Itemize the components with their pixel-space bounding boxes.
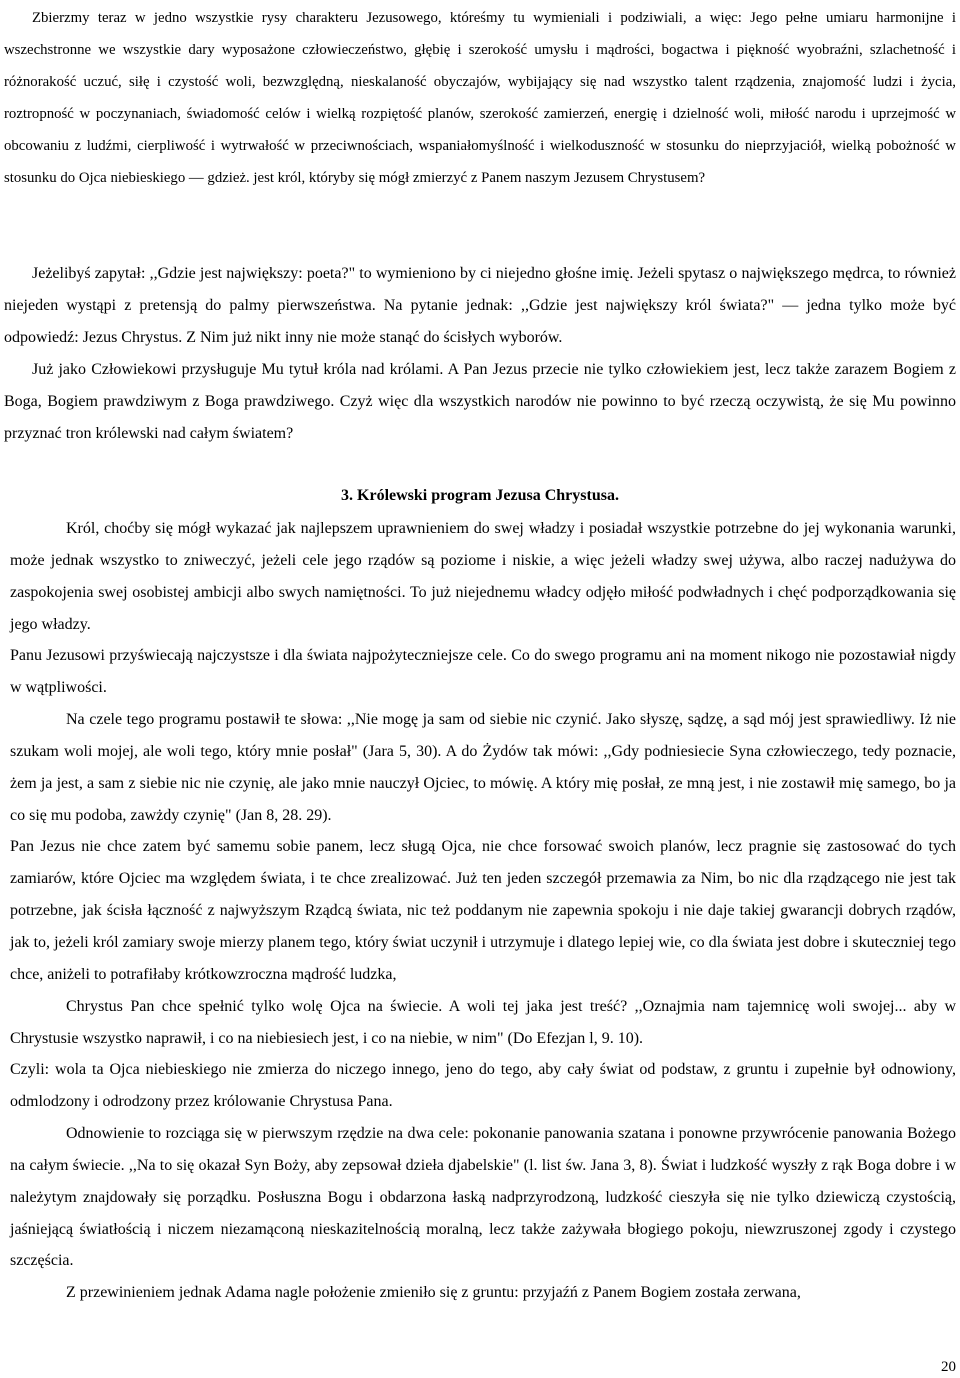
paragraph: Pan Jezus nie chce zatem być samemu sobie panem, lecz sługą Ojca, nie chce forsować swoich planów, lecz pragnie się zastosować do tych zamiarów, które Ojciec ma względem świata, i te chce zrealizować. Już ten jeden szczegół przemawia za Nim, bo nic dla rządzącego nie jest tak potrzebne, jak ścisła łączność z najwyższym Rządcą świata, nic też poddanym nie zapewnia spokoju i nie daje takiej gwarancji dobrych rządów, jak to, jeżeli król zamiary swoje mierzy planem tego, który świat uczynił i utrzymuje i dlatego lepiej wie, co dla świata jest dobre i skuteczniej tego chce, aniżeli to potrafiłaby krótkowzroczna mądrość ludzka, — [10, 838, 956, 983]
page-number: 20 — [941, 1359, 956, 1375]
paragraph: Król, choćby się mógł wykazać jak najlepszem uprawnieniem do swej władzy i posiadał wszystkie potrzebne do jej wykonania warunki, może jednak wszystko to zniweczyć, jeżeli cele jego rządów są poziome i niskie, a więc jeżeli władzy swej używa, albo raczej nadużywa do zaspokojenia swej osobistej ambicji albo swych namiętności. To już niejednemu władcy odjęło miłość podwładnych i chęć podporządkowania się jego władzy. — [10, 520, 956, 633]
paragraph: Panu Jezusowi przyświecają najczystsze i dla świata najpożyteczniejsze cele. Co do swego programu ani na moment nikogo nie pozostawiał nigdy w wątpliwości. — [10, 647, 956, 697]
question-text-block — [4, 258, 956, 449]
paragraph: Z przewinieniem jednak Adama nagle położenie zmieniło się z gruntu: przyjaźń z Panem Bogiem została zerwana, — [66, 1284, 801, 1302]
opening-text-block — [4, 3, 956, 194]
section-body — [10, 513, 956, 1309]
paragraph: Chrystus Pan chce spełnić tylko wolę Ojca na świecie. A woli tej jaka jest treść? ,,Oznajmia nam tajemnicę woli swojej... aby w Chrystusie wszystko naprawił, i co na niebiesiech jest, i co na niebie, w nim" (Do Efezjan l, 9. 10). — [10, 997, 956, 1047]
paragraph: Jeżelibyś zapytał: ,,Gdzie jest największy: poeta?" to wymieniono by ci niejedno głośne imię. Jeżeli spytasz o największego mędrca, to również niejeden wystąpi z pretensją do palmy pierwszeństwa. Na pytanie jednak: ,,Gdzie jest największy król świata?" — jedna tylko może być odpowiedź: Jezus Chrystus. Z Nim już nikt inny nie może stanąć do ścisłych wyborów. — [4, 265, 956, 346]
paragraph: Czyli: wola ta Ojca niebieskiego nie zmierza do niczego innego, jeno do tego, aby cały świat od podstaw, z gruntu i zupełnie był odnowiony, odmlodzony i odrodzony przez królowanie Chrystusa Pana. — [10, 1061, 956, 1111]
paragraph: Na czele tego programu postawił te słowa: ,,Nie mogę ja sam od siebie nic czynić. Jako słyszę, sądzę, a sąd mój jest sprawiedliwy. Iż nie szukam woli mojej, ale woli tego, który mnie posłał" (Jara 5, 30). A do Żydów tak mówi: ,,Gdy podniesiecie Syna człowieczego, tedy poznacie, żem ja jest, a sam z siebie nic nie czynię, ale jako mnie nauczył Ojciec, to mówię. A który mię posłał, ze mną jest, i nie zostawił mię samego, bo ja co się mu podoba, zawżdy czynię" (Jan 8, 28. 29). — [10, 711, 956, 824]
paragraph: Zbierzmy teraz w jedno wszystkie rysy charakteru Jezusowego, któreśmy tu wymieniali i podziwiali, a więc: Jego pełne umiaru harmonijne i wszechstronne we wszystkie dary wyposażone człowieczeństwo, głębię i szerokość umysłu i mądrości, bogactwa i piękność wyobraźni, szlachetność i różnorakość uczuć, siłę i czystość woli, bezwzględną, nieskalaność obyczajów, wybijający się nad wszystko talent rządzenia, znajomość ludzi i życia, roztropność w poczynaniach, świadomość celów i wielką rozpiętość planów, szerokość zamierzeń, energię i dzielność woli, miłość narodu i uprzejmość w obcowaniu z ludźmi, cierpliwość i wytrwałość w przeciwnościach, wspaniałomyślność i wielkoduszność w stosunku do nieprzyjaciół, wielką pobożność w stosunku do Ojca niebieskiego — gdzież. jest król, któryby się mógł zmierzyć z Panem naszym Jezusem Chrystusem? — [4, 10, 956, 186]
section-heading: 3. Królewski program Jezusa Chrystusa. — [341, 487, 619, 504]
paragraph: Już jako Człowiekowi przysługuje Mu tytuł króla nad królami. A Pan Jezus przecie nie tylko człowiekiem jest, lecz także zarazem Bogiem z Boga, Bogiem prawdziwym z Boga prawdziwego. Czyż więc dla wszystkich narodów nie powinno to być rzeczą oczywistą, że się Mu powinno przyznać tron królewski nad całym światem? — [4, 360, 956, 442]
paragraph: Odnowienie to rozciąga się w pierwszym rzędzie na dwa cele: pokonanie panowania szatana i ponowne przywrócenie panowania Bożego na całym świecie. ,,Na to się okazał Syn Boży, aby zepsował dzieła djabelskie" (l. list św. Jana 3, 8). Świat i ludzkość wyszły z rąk Boga dobre i w należytym znajdowały się porządku. Posłuszna Bogu i obdarzona łaską nadprzyrodzoną, ludzkość cieszyła się nie tylko dziewiczą czystością, jaśniejącą światłością i niczem niezamąconą nieskazitelnością moralną, lecz także zażywała błogiego pokoju, niewzruszonej zgody i czystego szczęścia. — [10, 1125, 956, 1270]
